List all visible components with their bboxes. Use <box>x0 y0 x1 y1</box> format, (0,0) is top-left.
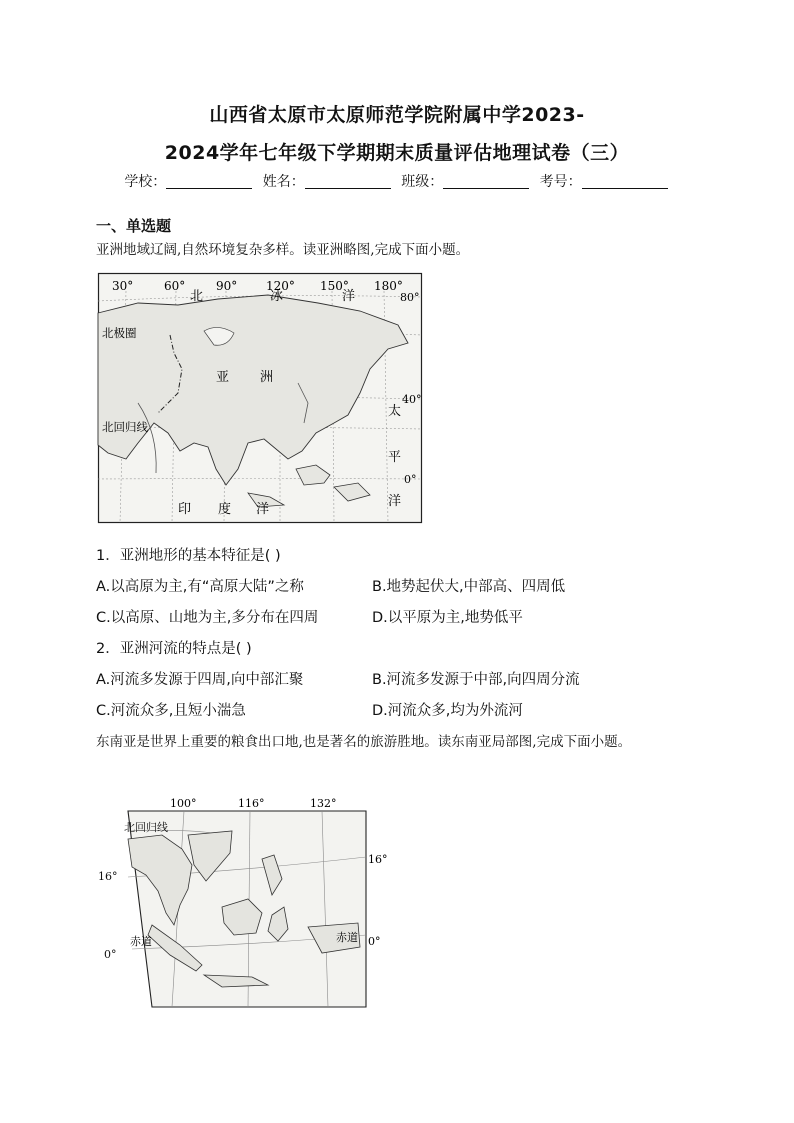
q1-option-c[interactable]: C.以高原、山地为主,多分布在四周 <box>96 610 319 626</box>
exam-title-line1: 山西省太原市太原师范学院附属中学2023- <box>209 104 585 126</box>
lat0-right: 0° <box>368 935 381 948</box>
southeast-asia-map <box>122 795 388 1007</box>
asia-map <box>98 273 422 523</box>
class-blank[interactable] <box>443 174 529 189</box>
number-label: 考号： <box>539 174 582 190</box>
q2-option-b[interactable]: B.河流多发源于中部,向四周分流 <box>372 672 580 688</box>
name-label: 姓名： <box>262 174 305 190</box>
q1-option-b[interactable]: B.地势起伏大,中部高、四周低 <box>372 579 566 595</box>
arctic-circle-label: 北极圈 <box>102 326 137 340</box>
number-blank[interactable] <box>582 174 668 189</box>
lat-0: 0° <box>404 473 417 486</box>
pacific-yang: 洋 <box>388 494 402 509</box>
student-info-row <box>0 171 794 191</box>
equator-left: 赤道 <box>130 935 152 948</box>
lon-60: 60° <box>164 279 186 293</box>
continent-ya: 亚 <box>216 370 230 385</box>
lon-120: 120° <box>266 279 295 293</box>
lon-90: 90° <box>216 279 238 293</box>
tropic-label-2: 北回归线 <box>124 821 168 834</box>
q2-stem: 2．亚洲河流的特点是( ) <box>96 641 252 657</box>
ocean-bei: 北 <box>190 289 204 304</box>
lon-30: 30° <box>112 279 134 293</box>
map2-lat16-left-label: 16° <box>98 870 118 883</box>
lon-100: 100° <box>170 797 197 810</box>
lon-132: 132° <box>310 797 337 810</box>
section-title: 一、单选题 <box>96 217 172 235</box>
school-label: 学校： <box>124 174 167 190</box>
pacific-tai: 太 <box>388 404 402 419</box>
q2-option-a[interactable]: A.河流多发源于四周,向中部汇聚 <box>96 672 304 688</box>
map2-lat0-left-label: 0° <box>104 948 117 961</box>
pacific-ping: 平 <box>388 450 402 465</box>
lat-40: 40° <box>402 393 422 406</box>
lon-180: 180° <box>374 279 403 293</box>
ocean-bing: 冰 <box>270 289 284 304</box>
q2-option-c[interactable]: C.河流众多,且短小湍急 <box>96 703 246 719</box>
q2-option-d[interactable]: D.河流众多,均为外流河 <box>372 703 523 719</box>
indian-du: 度 <box>218 502 232 517</box>
lon-116: 116° <box>238 797 265 810</box>
lat16-right: 16° <box>368 853 388 866</box>
q1-option-d[interactable]: D.以平原为主,地势低平 <box>372 610 523 626</box>
equator-right: 赤道 <box>336 931 358 944</box>
intro-southeast-asia: 东南亚是世界上重要的粮食出口地,也是著名的旅游胜地。读东南亚局部图,完成下面小题。 <box>96 734 632 750</box>
indian-yin: 印 <box>178 502 192 517</box>
continent-zhou: 洲 <box>260 370 274 385</box>
school-blank[interactable] <box>166 174 252 189</box>
q1-option-a[interactable]: A.以高原为主,有“高原大陆”之称 <box>96 579 304 595</box>
intro-asia: 亚洲地域辽阔,自然环境复杂多样。读亚洲略图,完成下面小题。 <box>96 242 470 258</box>
tropic-label: 北回归线 <box>102 420 148 434</box>
name-blank[interactable] <box>305 174 391 189</box>
q1-stem: 1．亚洲地形的基本特征是( ) <box>96 548 281 564</box>
exam-title-line2: 2024学年七年级下学期期末质量评估地理试卷（三） <box>164 142 630 164</box>
lat-80: 80° <box>400 291 420 304</box>
indian-yang: 洋 <box>256 502 270 517</box>
lon-150: 150° <box>320 279 349 293</box>
class-label: 班级： <box>401 174 444 190</box>
ocean-yang: 洋 <box>342 289 356 304</box>
